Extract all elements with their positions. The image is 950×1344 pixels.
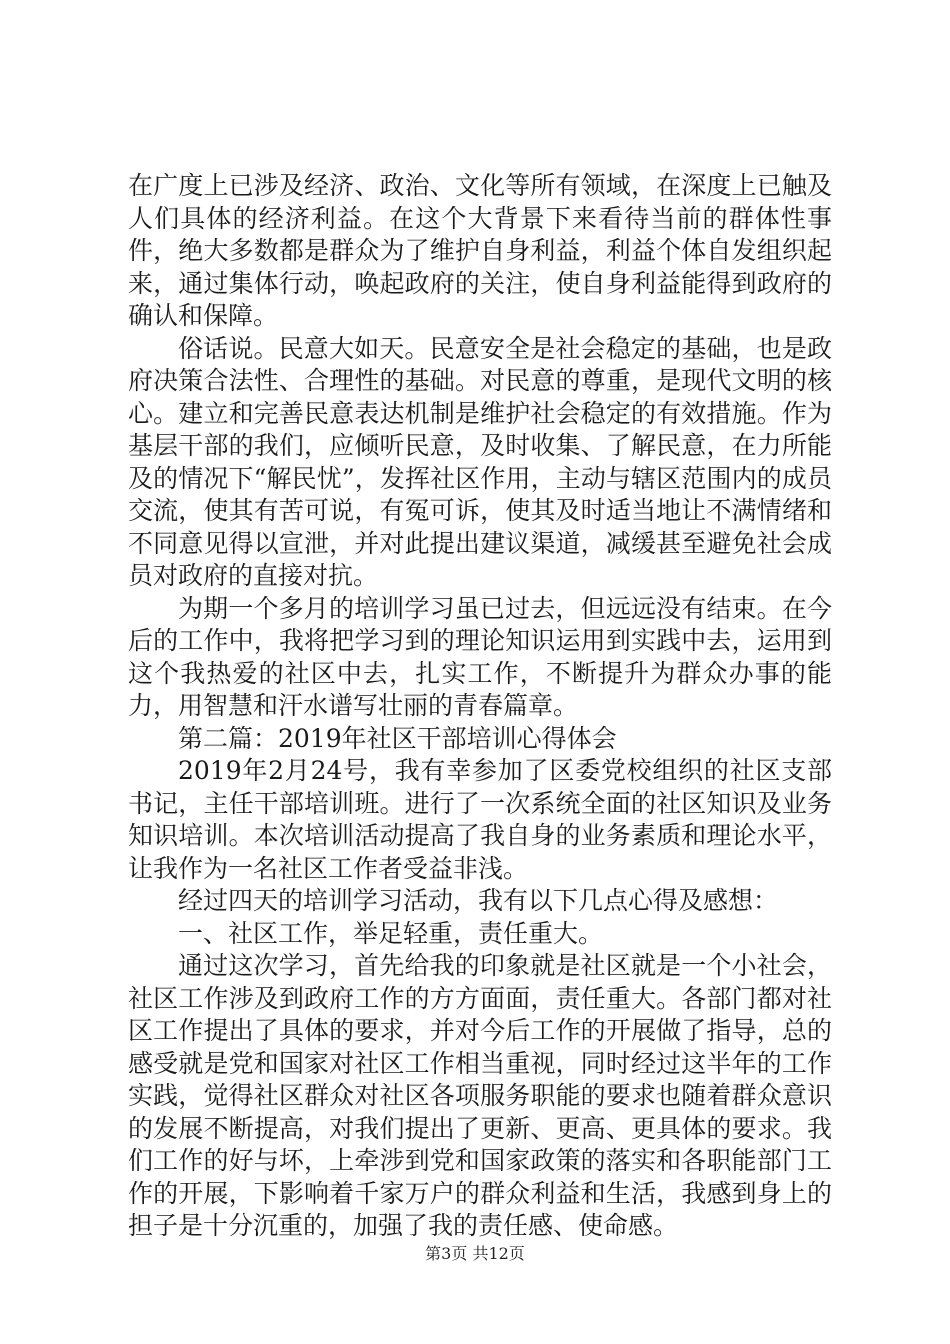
body-paragraph-1: 在广度上已涉及经济、政治、文化等所有领域，在深度上已触及人们具体的经济利益。在这个大背景下来看待当前的群体性事件，绝大多数都是群众为了维护自身利益，利益个体自发组织起来，通过集体行动，唤起政府的关注，使自身利益能得到政府的确认和保障。 [128,171,832,330]
section-heading: 第二篇：2019年社区干部培训心得体会 [178,723,617,753]
body-paragraph-4: 2019年2月24号，我有幸参加了区委党校组织的社区支部书记，主任干部培训班。进行了一次系统全面的社区知识及业务知识培训。本次培训活动提高了我自身的业务素质和理论水平，让我作为一名社区工作者受益非浅。 [128,756,832,883]
body-paragraph-2: 俗话说。民意大如天。民意安全是社会稳定的基础，也是政府决策合法性、合理性的基础。对民意的尊重，是现代文明的核心。建立和完善民意表达机制是维护社会稳定的有效措施。作为基层干部的我们，应倾听民意，及时收集、了解民意，在力所能及的情况下“解民忧”，发挥社区作用，主动与辖区范围内的成员交流，使其有苦可说，有冤可诉，使其及时适当地让不满情绪和不同意见得以宣泄，并对此提出建议渠道，减缓甚至避免社会成员对政府的直接对抗。 [128,333,832,590]
body-paragraph-5: 经过四天的培训学习活动，我有以下几点心得及感想： [178,886,779,915]
body-paragraph-3: 为期一个多月的培训学习虽已过去，但远远没有结束。在今后的工作中，我将把学习到的理论知识运用到实践中去，运用到这个我热爱的社区中去，扎实工作，不断提升为群众办事的能力，用智慧和汗水谱写壮丽的青春篇章。 [128,593,832,720]
document-body [128,170,832,1243]
subsection-heading: 一、社区工作，举足轻重，责任重大。 [178,918,604,948]
body-paragraph-6: 通过这次学习，首先给我的印象就是社区就是一个小社会，社区工作涉及到政府工作的方方面面，责任重大。各部门都对社区工作提出了具体的要求，并对今后工作的开展做了指导，总的感受就是党和国家对社区工作相当重视，同时经过这半年的工作实践，觉得社区群众对社区各项服务职能的要求也随着群众意识的发展不断提高，对我们提出了更新、更高、更具体的要求。我们工作的好与坏，上牵涉到党和国家政策的落实和各职能部门工作的开展，下影响着千家万户的群众利益和生活，我感到身上的担子是十分沉重的，加强了我的责任感、使命感。 [128,951,832,1240]
page-footer: 第3页 共12页 [425,1244,525,1263]
